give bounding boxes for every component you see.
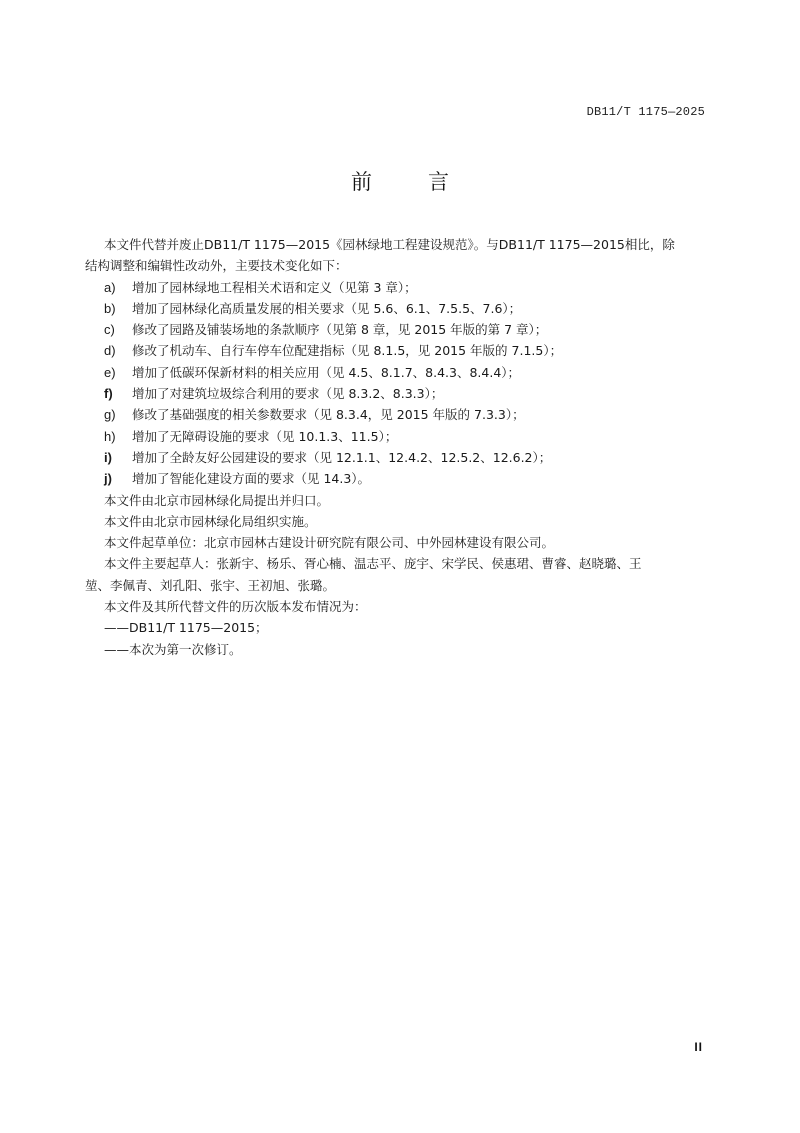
list-item	[104, 447, 707, 468]
item-text: 增加了园林绿化高质量发展的相关要求（见 5.6、6.1、7.5.5、7.6）；	[132, 300, 522, 316]
list-item	[104, 277, 707, 298]
changes-list	[104, 277, 707, 490]
intro-line-2: 结构调整和编辑性改动外，主要技术变化如下：	[85, 258, 348, 274]
item-label: a)	[104, 279, 116, 295]
item-label: f)	[104, 386, 113, 402]
drafters-line-2: 堃、李佩青、刘孔阳、张宇、王初旭、张璐。	[85, 577, 336, 593]
item-label: g)	[104, 407, 116, 423]
item-text: 增加了园林绿地工程相关术语和定义（见第 3 章）；	[132, 279, 417, 295]
foreword-body	[85, 234, 707, 660]
standard-code: DB11/T 1175—2025	[586, 105, 705, 119]
proposed-by-statement: 本文件由北京市园林绿化局提出并归口。	[104, 492, 330, 508]
drafters-line-1: 本文件主要起草人：张新宇、杨乐、胥心楠、温志平、庞宇、宋学民、侯惠珺、曹睿、赵晓璐、王	[104, 556, 642, 572]
item-text: 修改了机动车、自行车停车位配建指标（见 8.1.5，见 2015 年版的 7.1.5）；	[132, 343, 563, 359]
item-label: e)	[104, 364, 116, 380]
page-title	[0, 166, 800, 196]
list-item	[104, 340, 707, 361]
item-label: i)	[104, 449, 112, 465]
list-item	[104, 298, 707, 319]
item-label: h)	[104, 428, 116, 444]
history-entry-1: ——DB11/T 1175—2015；	[104, 620, 268, 636]
item-label: j)	[104, 471, 112, 487]
title-char-1: 前	[351, 170, 372, 194]
list-item	[104, 383, 707, 404]
item-text: 修改了园路及铺装场地的条款顺序（见第 8 章，见 2015 年版的第 7 章）；	[132, 322, 548, 338]
list-item	[104, 426, 707, 447]
item-label: c)	[104, 322, 115, 338]
item-text: 增加了对建筑垃圾综合利用的要求（见 8.3.2、8.3.3）；	[132, 386, 444, 402]
history-intro: 本文件及其所代替文件的历次版本发布情况为：	[104, 599, 367, 615]
item-text: 增加了全龄友好公园建设的要求（见 12.1.1、12.4.2、12.5.2、12.6.2）；	[132, 449, 552, 465]
item-text: 增加了无障碍设施的要求（见 10.1.3、11.5）；	[132, 428, 398, 444]
list-item	[104, 468, 707, 489]
item-label: b)	[104, 300, 116, 316]
list-item	[104, 319, 707, 340]
intro-line-1: 本文件代替并废止DB11/T 1175—2015《园林绿地工程建设规范》。与DB11/T 1175—2015相比，除	[104, 237, 675, 252]
item-text: 修改了基础强度的相关参数要求（见 8.3.4，见 2015 年版的 7.3.3）；	[132, 407, 525, 423]
organized-by-statement: 本文件由北京市园林绿化局组织实施。	[104, 513, 317, 529]
drafting-units-statement: 本文件起草单位：北京市园林古建设计研究院有限公司、中外园林建设有限公司。	[104, 535, 555, 551]
item-text: 增加了低碳环保新材料的相关应用（见 4.5、8.1.7、8.4.3、8.4.4）；	[132, 364, 521, 380]
title-char-2: 言	[428, 170, 449, 194]
item-text: 增加了智能化建设方面的要求（见 14.3）。	[132, 471, 371, 487]
list-item	[104, 404, 707, 425]
list-item	[104, 362, 707, 383]
item-label: d)	[104, 343, 116, 359]
page-number: II	[694, 1040, 703, 1054]
history-entry-2: ——本次为第一次修订。	[104, 641, 242, 657]
